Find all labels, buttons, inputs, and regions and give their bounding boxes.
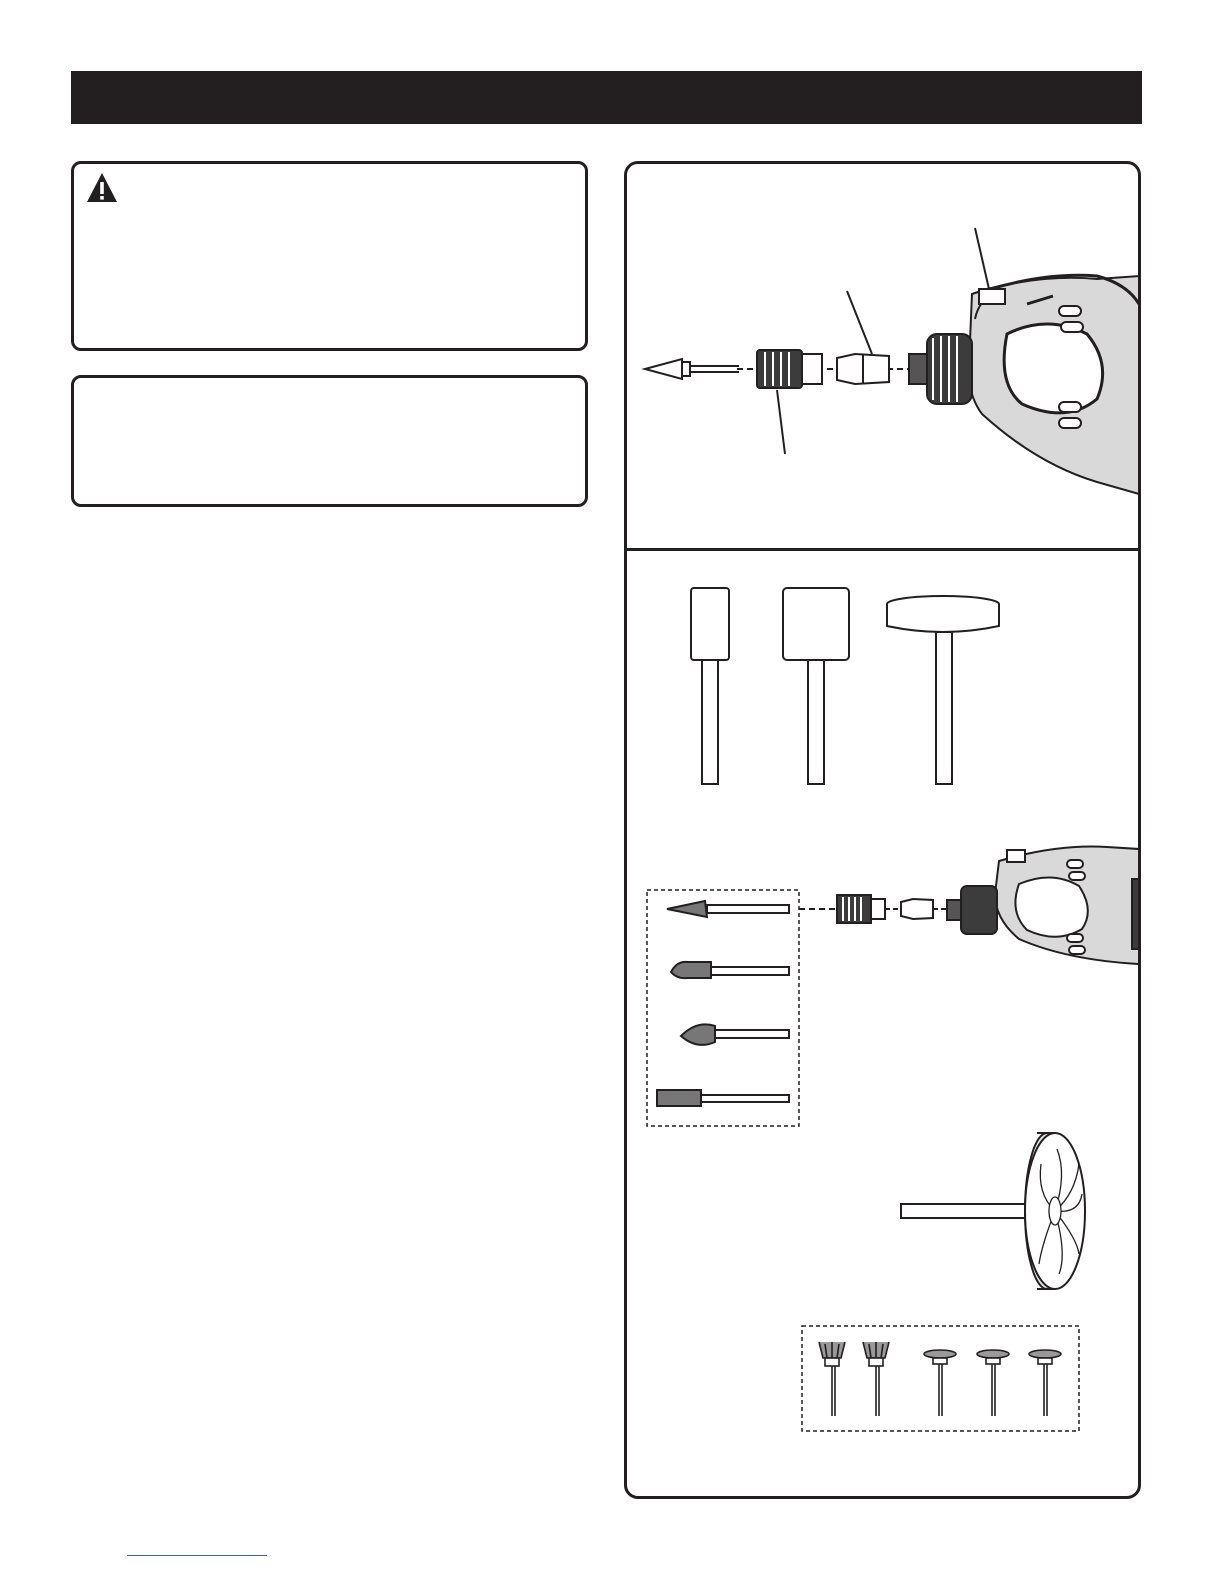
sanding-drum-small <box>691 588 729 784</box>
grinding-bits-figure <box>647 847 1138 1126</box>
warning-triangle-icon <box>86 172 118 204</box>
tool-nose <box>909 334 972 404</box>
accessory-bit <box>645 359 739 379</box>
collet <box>837 354 889 384</box>
wire-brush-wheel-2 <box>977 1350 1009 1416</box>
wire-brush-cup-1 <box>819 1342 845 1416</box>
wire-brush-wheel-3 <box>1029 1350 1061 1416</box>
section-header-bar <box>71 71 1142 124</box>
rotary-tool-body-small <box>947 847 1138 964</box>
rotary-tool-body <box>969 275 1138 494</box>
grinding-stone-bullet <box>671 962 789 978</box>
leader-line-lock-button <box>975 228 989 289</box>
tool-assembly-figure <box>645 228 1138 494</box>
leader-line-collet-nut <box>777 390 785 454</box>
sanding-drum-large <box>783 588 849 784</box>
collet-nut-small <box>837 895 885 923</box>
flap-wheel-figure <box>901 1133 1085 1289</box>
note-box <box>71 375 588 507</box>
drum-sander-figure <box>691 588 999 784</box>
collet-nut <box>757 350 822 388</box>
sanding-disc <box>887 596 999 784</box>
wire-brushes-figure <box>802 1326 1079 1431</box>
figure-illustrations <box>627 164 1138 1496</box>
leader-line-collet <box>847 291 872 354</box>
wire-brush-cup-2 <box>863 1342 889 1416</box>
figure-panel <box>624 161 1141 1499</box>
collet-small <box>901 899 933 919</box>
grinding-stone-tree <box>681 1024 789 1045</box>
warning-box <box>71 161 588 351</box>
grinding-stone-cylinder <box>657 1090 789 1106</box>
grinding-stone-cone <box>667 901 789 917</box>
wire-brush-wheel-1 <box>924 1350 956 1416</box>
footer-link-underline[interactable] <box>127 1555 267 1556</box>
